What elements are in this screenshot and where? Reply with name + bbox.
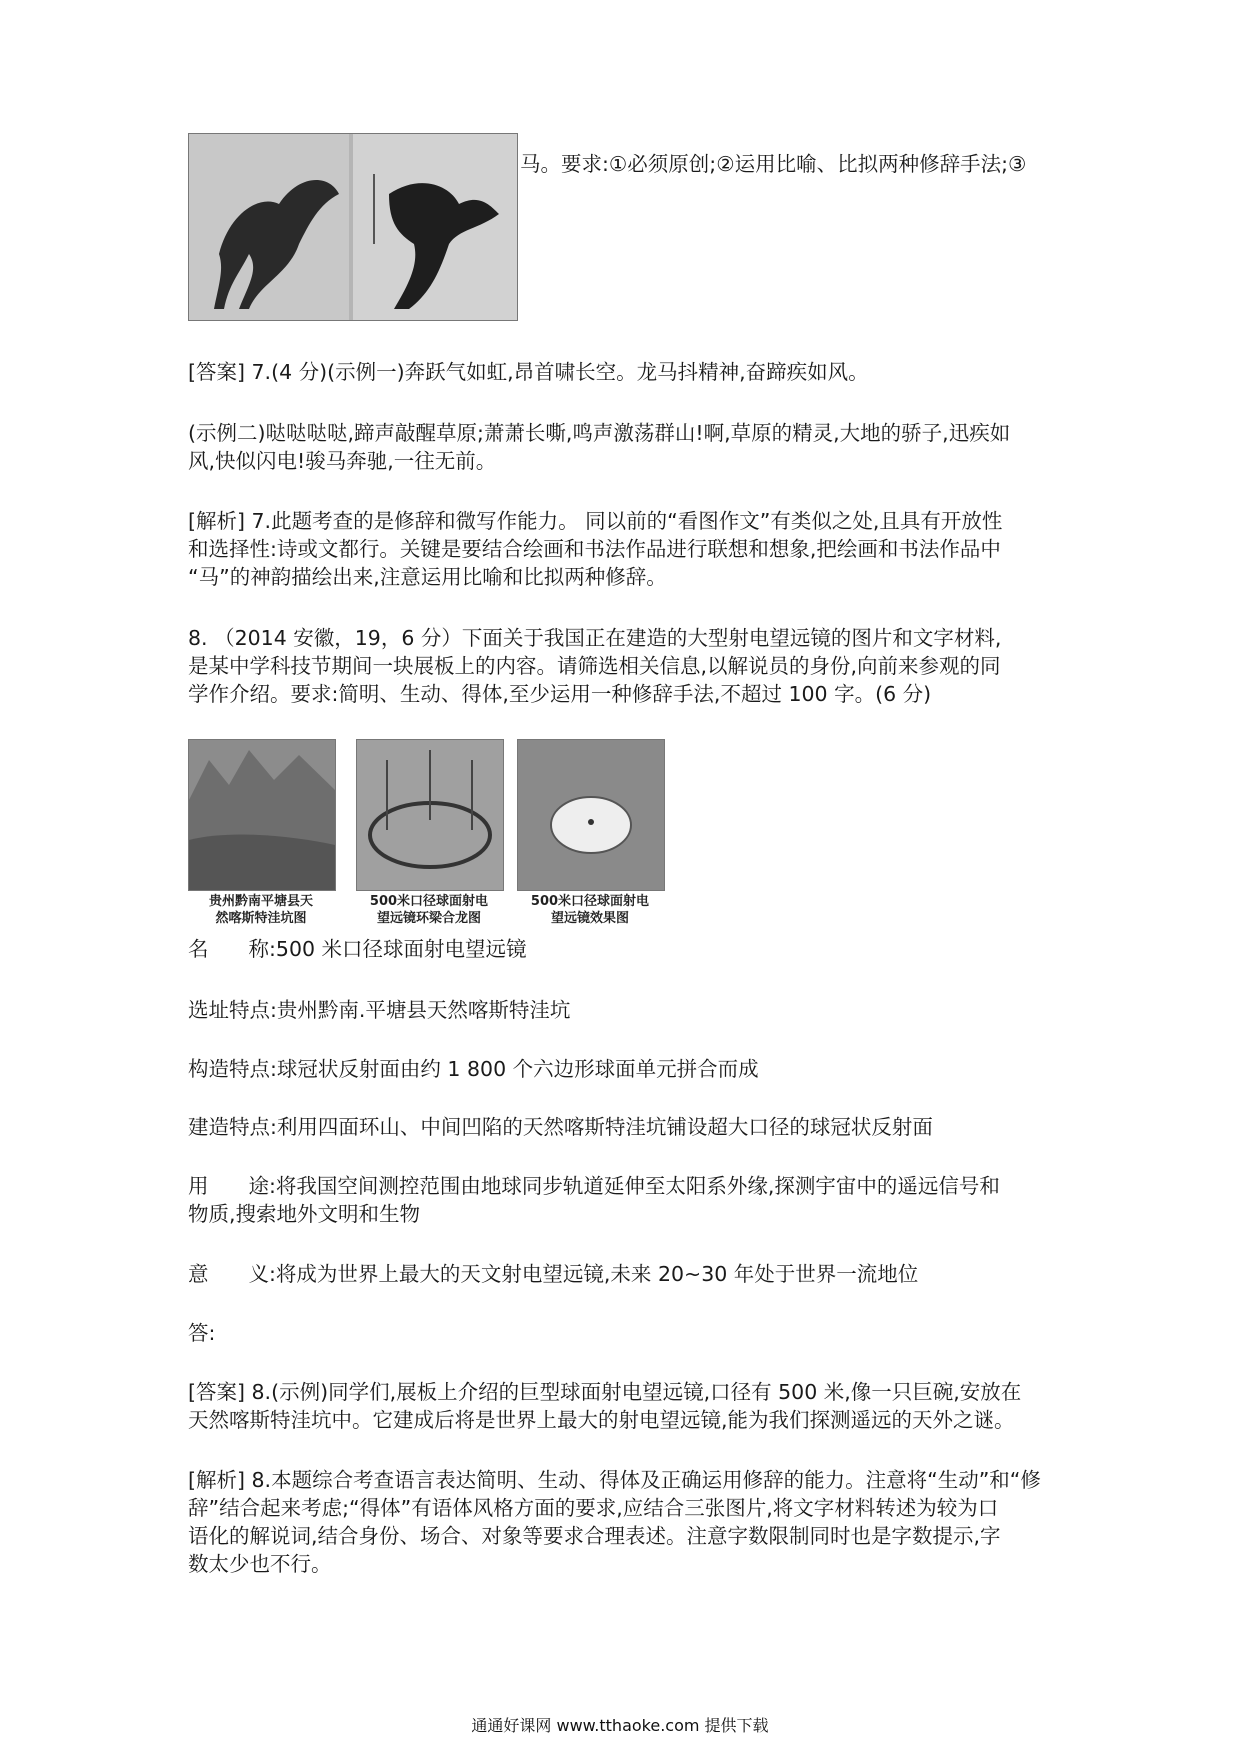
q8-analysis-line: 语化的解说词,结合身份、场合、对象等要求合理表述。注意字数限制同时也是字数提示,字 [188, 1524, 1001, 1548]
caption-line: 望远镜环梁合龙图 [376, 911, 481, 926]
q7-answer-line: [答案] 7.(4 分)(示例一)奔跃气如虹,昂首啸长空。龙马抖精神,奋蹄疾如风。 [188, 360, 869, 384]
q8-analysis-line: 数太少也不行。 [188, 1552, 332, 1576]
info-name-row [188, 935, 527, 963]
info-meaning-label: 意 [188, 1262, 209, 1286]
image-caption-render [517, 893, 663, 927]
info-use-value: :将我国空间测控范围由地球同步轨道延伸至太阳系外缘,探测宇宙中的遥远信号和 [269, 1174, 1000, 1198]
q7-analysis-line: 和选择性:诗或文都行。关键是要结合绘画和书法作品进行联想和想象,把绘画和书法作品中 [188, 537, 1001, 561]
telescope-render-image [517, 739, 665, 891]
q7-analysis-line: “马”的神韵描绘出来,注意运用比喻和比拟两种修辞。 [188, 565, 667, 589]
info-name-label: 名 [188, 937, 209, 961]
q8-analysis-line: [解析] 8.本题综合考查语言表达简明、生动、得体及正确运用修辞的能力。注意将“生动”和“修 [188, 1468, 1041, 1492]
info-use-label2: 途 [248, 1174, 269, 1198]
info-name-label2: 称 [248, 937, 269, 961]
q8-analysis-line: 辞”结合起来考虑;“得体”有语体风格方面的要求,应结合三张图片,将文字材料转述为较为口 [188, 1496, 999, 1520]
q8-analysis [188, 1466, 1068, 1578]
image-caption-karst [188, 893, 334, 927]
info-meaning-label2: 义 [248, 1262, 269, 1286]
info-use-label: 用 [188, 1174, 209, 1198]
info-use-line [188, 1172, 1068, 1200]
caption-line: 望远镜效果图 [550, 911, 629, 926]
info-meaning-value: :将成为世界上最大的天文射电望远镜,未来 20~30 年处于世界一流地位 [269, 1262, 919, 1286]
page-footer: 通通好课网 www.tthaoke.com 提供下载 [471, 1716, 769, 1735]
info-construction: 建造特点:利用四面环山、中间凹陷的天然喀斯特洼坑铺设超大口径的球冠状反射面 [188, 1115, 933, 1139]
horse-painting-image [188, 133, 518, 321]
ring-beam-image [356, 739, 504, 891]
q7-analysis-line: [解析] 7.此题考查的是修辞和微写作能力。 同以前的“看图作文”有类似之处,且具有开放性 [188, 509, 1003, 533]
answer-prompt: 答: [188, 1321, 216, 1345]
ring-beam-art [357, 740, 503, 890]
q8-question-line: 8. （2014 安徽，19，6 分）下面关于我国正在建造的大型射电望远镜的图片和文字材料, [188, 626, 1002, 650]
info-name-value: :500 米口径球面射电望远镜 [269, 937, 527, 961]
caption-line: 500米口径球面射电 [369, 894, 489, 909]
info-structure: 构造特点:球冠状反射面由约 1 800 个六边形球面单元拼合而成 [188, 1057, 759, 1081]
horse-prompt-tail: 马。要求:①必须原创;②运用比喻、比拟两种修辞手法;③ [520, 152, 1027, 176]
karst-art [189, 740, 335, 890]
caption-line: 然喀斯特洼坑图 [215, 911, 307, 926]
q7-example2-line: (示例二)哒哒哒哒,蹄声敲醒草原;萧萧长嘶,鸣声激荡群山!啊,草原的精灵,大地的骄子,迅疾如 [188, 421, 1011, 445]
q7-analysis [188, 507, 1068, 591]
q8-answer-line: 天然喀斯特洼坑中。它建成后将是世界上最大的射电望远镜,能为我们探测遥远的天外之谜。 [188, 1408, 1015, 1432]
horse-painting-art [189, 134, 517, 320]
info-use-line: 物质,搜索地外文明和生物 [188, 1202, 421, 1226]
q8-question [188, 624, 1068, 708]
q8-answer [188, 1378, 1068, 1434]
info-site: 选址特点:贵州黔南.平塘县天然喀斯特洼坑 [188, 998, 571, 1022]
telescope-art [518, 740, 664, 890]
q8-answer-line: [答案] 8.(示例)同学们,展板上介绍的巨型球面射电望远镜,口径有 500 米,像一只巨碗,安放在 [188, 1380, 1022, 1404]
info-use [188, 1172, 1068, 1228]
caption-line: 贵州黔南平塘县天 [208, 894, 313, 909]
q7-example2 [188, 419, 1068, 475]
karst-depression-image [188, 739, 336, 891]
q8-question-line: 是某中学科技节期间一块展板上的内容。请筛选相关信息,以解说员的身份,向前来参观的同 [188, 654, 1001, 678]
info-meaning-row [188, 1260, 918, 1288]
caption-line: 500米口径球面射电 [530, 894, 650, 909]
q8-question-line: 学作介绍。要求:简明、生动、得体,至少运用一种修辞手法,不超过 100 字。(6 分) [188, 682, 932, 706]
image-caption-ring-beam [356, 893, 502, 927]
q7-example2-line: 风,快似闪电!骏马奔驰,一往无前。 [188, 449, 497, 473]
